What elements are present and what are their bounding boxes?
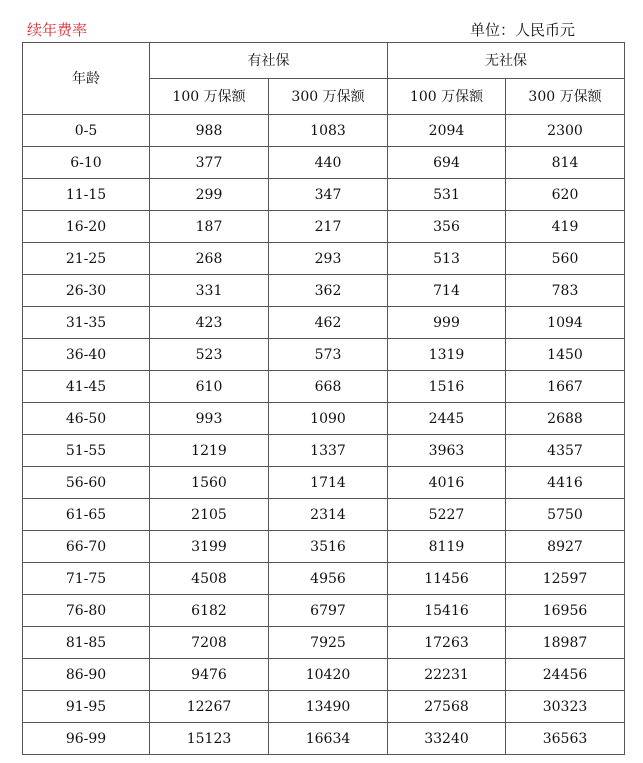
subheader-cell: 100 万保额 <box>150 79 269 115</box>
premium-cell: 573 <box>269 339 388 371</box>
premium-cell: 2094 <box>388 115 506 147</box>
table-row <box>23 563 625 595</box>
age-cell: 51-55 <box>23 435 150 467</box>
premium-cell: 2105 <box>150 499 269 531</box>
premium-cell: 423 <box>150 307 269 339</box>
premium-cell: 12267 <box>150 691 269 723</box>
premium-cell: 1337 <box>269 435 388 467</box>
table-row <box>23 307 625 339</box>
premium-cell: 1450 <box>506 339 625 371</box>
table-row <box>23 435 625 467</box>
age-cell: 16-20 <box>23 211 150 243</box>
premium-rate-table <box>22 42 625 755</box>
table-row <box>23 115 625 147</box>
premium-cell: 293 <box>269 243 388 275</box>
table-row <box>23 499 625 531</box>
premium-cell: 783 <box>506 275 625 307</box>
premium-cell: 4357 <box>506 435 625 467</box>
premium-cell: 15416 <box>388 595 506 627</box>
table-row <box>23 211 625 243</box>
table-row <box>23 659 625 691</box>
premium-cell: 7925 <box>269 627 388 659</box>
premium-cell: 3199 <box>150 531 269 563</box>
premium-cell: 1219 <box>150 435 269 467</box>
table-row <box>23 403 625 435</box>
age-cell: 0-5 <box>23 115 150 147</box>
table-row <box>23 691 625 723</box>
premium-cell: 217 <box>269 211 388 243</box>
premium-cell: 18987 <box>506 627 625 659</box>
premium-cell: 15123 <box>150 723 269 755</box>
age-cell: 81-85 <box>23 627 150 659</box>
premium-cell: 22231 <box>388 659 506 691</box>
premium-cell: 9476 <box>150 659 269 691</box>
premium-cell: 24456 <box>506 659 625 691</box>
group-header-without-social-insurance: 无社保 <box>388 43 625 79</box>
premium-cell: 3516 <box>269 531 388 563</box>
premium-cell: 13490 <box>269 691 388 723</box>
premium-cell: 2314 <box>269 499 388 531</box>
premium-cell: 668 <box>269 371 388 403</box>
subheader-cell: 300 万保额 <box>269 79 388 115</box>
age-cell: 36-40 <box>23 339 150 371</box>
table-row <box>23 147 625 179</box>
table-title: 续年费率 <box>27 21 88 39</box>
age-cell: 86-90 <box>23 659 150 691</box>
premium-cell: 299 <box>150 179 269 211</box>
premium-cell: 10420 <box>269 659 388 691</box>
table-row <box>23 531 625 563</box>
premium-cell: 7208 <box>150 627 269 659</box>
table-row <box>23 371 625 403</box>
premium-cell: 377 <box>150 147 269 179</box>
premium-cell: 4416 <box>506 467 625 499</box>
premium-cell: 27568 <box>388 691 506 723</box>
premium-cell: 1094 <box>506 307 625 339</box>
premium-cell: 1516 <box>388 371 506 403</box>
premium-cell: 4016 <box>388 467 506 499</box>
premium-cell: 440 <box>269 147 388 179</box>
age-cell: 76-80 <box>23 595 150 627</box>
group-header-with-social-insurance: 有社保 <box>150 43 388 79</box>
premium-cell: 814 <box>506 147 625 179</box>
table-row <box>23 723 625 755</box>
table-header-row <box>23 43 625 79</box>
premium-cell: 331 <box>150 275 269 307</box>
premium-cell: 993 <box>150 403 269 435</box>
premium-cell: 531 <box>388 179 506 211</box>
premium-cell: 356 <box>388 211 506 243</box>
age-cell: 91-95 <box>23 691 150 723</box>
premium-cell: 419 <box>506 211 625 243</box>
premium-cell: 8119 <box>388 531 506 563</box>
premium-cell: 4508 <box>150 563 269 595</box>
premium-cell: 523 <box>150 339 269 371</box>
premium-cell: 8927 <box>506 531 625 563</box>
age-cell: 11-15 <box>23 179 150 211</box>
age-cell: 41-45 <box>23 371 150 403</box>
age-cell: 6-10 <box>23 147 150 179</box>
premium-cell: 17263 <box>388 627 506 659</box>
subheader-cell: 100 万保额 <box>388 79 506 115</box>
table-row <box>23 467 625 499</box>
premium-cell: 1667 <box>506 371 625 403</box>
age-cell: 96-99 <box>23 723 150 755</box>
premium-cell: 1083 <box>269 115 388 147</box>
table-row <box>23 275 625 307</box>
premium-cell: 1560 <box>150 467 269 499</box>
premium-cell: 5227 <box>388 499 506 531</box>
age-cell: 61-65 <box>23 499 150 531</box>
premium-cell: 36563 <box>506 723 625 755</box>
table-row <box>23 595 625 627</box>
premium-cell: 16956 <box>506 595 625 627</box>
age-cell: 21-25 <box>23 243 150 275</box>
premium-cell: 362 <box>269 275 388 307</box>
premium-cell: 560 <box>506 243 625 275</box>
age-cell: 26-30 <box>23 275 150 307</box>
premium-cell: 1714 <box>269 467 388 499</box>
premium-cell: 1319 <box>388 339 506 371</box>
premium-cell: 462 <box>269 307 388 339</box>
premium-cell: 12597 <box>506 563 625 595</box>
premium-cell: 6182 <box>150 595 269 627</box>
age-cell: 56-60 <box>23 467 150 499</box>
premium-cell: 610 <box>150 371 269 403</box>
age-cell: 46-50 <box>23 403 150 435</box>
table-row <box>23 243 625 275</box>
subheader-cell: 300 万保额 <box>506 79 625 115</box>
premium-cell: 6797 <box>269 595 388 627</box>
premium-cell: 187 <box>150 211 269 243</box>
premium-cell: 5750 <box>506 499 625 531</box>
premium-cell: 11456 <box>388 563 506 595</box>
premium-cell: 16634 <box>269 723 388 755</box>
table-row <box>23 627 625 659</box>
premium-cell: 268 <box>150 243 269 275</box>
premium-cell: 4956 <box>269 563 388 595</box>
premium-cell: 513 <box>388 243 506 275</box>
premium-cell: 2445 <box>388 403 506 435</box>
premium-cell: 347 <box>269 179 388 211</box>
premium-cell: 1090 <box>269 403 388 435</box>
premium-cell: 694 <box>388 147 506 179</box>
age-cell: 71-75 <box>23 563 150 595</box>
premium-cell: 33240 <box>388 723 506 755</box>
premium-cell: 2300 <box>506 115 625 147</box>
age-cell: 31-35 <box>23 307 150 339</box>
premium-cell: 988 <box>150 115 269 147</box>
premium-cell: 620 <box>506 179 625 211</box>
unit-label: 单位：人民币元 <box>470 21 576 39</box>
age-column-header: 年龄 <box>23 43 150 115</box>
premium-cell: 3963 <box>388 435 506 467</box>
premium-cell: 2688 <box>506 403 625 435</box>
table-row <box>23 179 625 211</box>
premium-cell: 999 <box>388 307 506 339</box>
age-cell: 66-70 <box>23 531 150 563</box>
table-row <box>23 339 625 371</box>
premium-cell: 30323 <box>506 691 625 723</box>
premium-cell: 714 <box>388 275 506 307</box>
